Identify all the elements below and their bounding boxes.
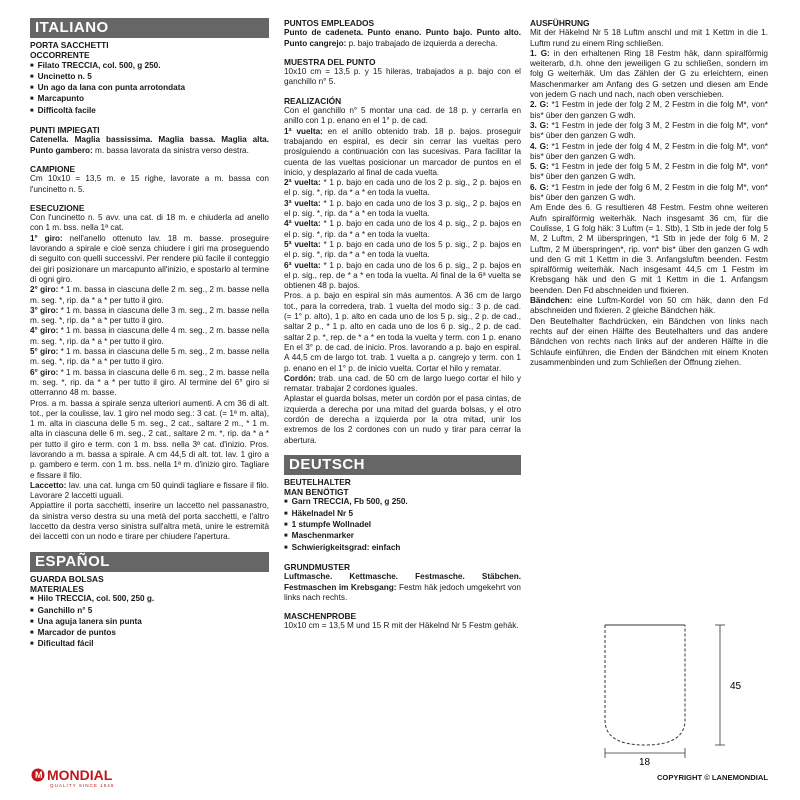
de-needed-list — [284, 497, 521, 553]
it-needed-list — [30, 61, 269, 117]
bag-outline — [605, 625, 685, 745]
svg-text:M: M — [35, 770, 43, 780]
it-spiral: Pros. a m. bassa a spirale senza ulteriori aumenti. A cm 36 di alt. tot., per la coulisse, lav. 1 giro nel modo seg.: 3 cat. (= 1ª m. alta), 1 m. alta in ciascuna delle 5 m. seg., 2 cat., saltare 2 m., * 1 m. alta in ciascuna delle 6 m. seg., 2 cat., saltare 2 m. *, rip. da * a * per tutto il giro e term. con 1 m. bss. nella 3ª cat. d'inizio. Pros. lavorando a m. bassa a spirale. A cm 44,5 di alt. tot. lav. 1 giro a p. gambero e term. con 1 m. bss. nella 1ª m. d'inizio giro. Tagliare e fissare il filo. — [30, 398, 269, 480]
round-label: 6° giro: — [30, 367, 59, 377]
round-text: *1 Festm in jede der folg 3 M, 2 Festm in die folg M*, von* bis* über den ganzen G wdh. — [530, 120, 768, 141]
list-item: ■ Un ago da lana con punta arrotondata — [30, 83, 269, 94]
list-item: ■ Marcador de puntos — [30, 628, 269, 639]
round-text: *1 Festm in jede der folg 5 M, 2 Festm in die folg M*, von* bis* über den ganzen G wdh. — [530, 162, 768, 182]
it-name: PORTA SACCHETTI — [30, 40, 109, 50]
list-item: ■ Filato TRECCIA, col. 500, g 250. — [30, 61, 269, 72]
list-item: ■ Ganchillo n° 5 — [30, 606, 269, 617]
copyright-notice: COPYRIGHT © LANEMONDIAL — [656, 773, 768, 782]
round-label: 1ª vuelta: — [284, 126, 323, 136]
round-label: 5ª vuelta: — [284, 239, 321, 249]
column-2 — [284, 18, 521, 632]
es-name: GUARDA BOLSAS — [30, 573, 104, 584]
it-finish: Appiattire il porta sacchetti, inserire un laccetto nel passanastro, da sinistra verso destra su una metà del porta sacchetti, e l'altro laccetto da destra verso sinistra sull'altra metà, unire le estremità dei laccetti con un nodo e tirare per chiudere l'apertura. — [30, 501, 269, 542]
de-round — [530, 142, 768, 163]
list-item: ■ Difficoltà facile — [30, 106, 269, 117]
round-text: * 1 m. bassa in ciascuna delle 3 m. seg., 2 m. basse nella m. seg. *, rip. da * a * per tutto il giro. — [30, 305, 270, 326]
round-text: *1 Festm in jede der folg 6 M, 2 Festm in die folg M*, von* bis* über den ganzen G wdh. — [530, 182, 768, 203]
round-label: 2. G: — [530, 100, 549, 110]
de-stitches-bold: Luftmasche. Kettmasche. Festmasche. Stäbchen. Festmaschen im Krebsgang: — [284, 572, 521, 592]
list-item: ■ Schwierigkeitsgrad: einfach — [284, 543, 521, 554]
round-label: 6ª vuelta: — [284, 260, 321, 270]
es-cord — [284, 374, 521, 395]
es-stitches-head: PUNTOS EMPLEADOS — [284, 18, 375, 28]
es-round — [284, 261, 521, 292]
es-gauge-head: MUESTRA DEL PUNTO — [284, 56, 376, 67]
round-label: 4. G: — [530, 141, 549, 151]
es-stitches — [284, 28, 521, 49]
de-round — [530, 121, 768, 142]
de-exec-head: AUSFÜHRUNG — [530, 18, 590, 28]
list-item: ■ Häkelnadel Nr 5 — [284, 509, 521, 520]
de-needed-head: MAN BENÖTIGT — [284, 487, 349, 498]
round-label: 6. G: — [530, 182, 549, 192]
de-gauge: 10x10 cm = 13,5 M und 15 R mit der Häkelnd Nr 5 Festm gehäk. — [284, 621, 519, 631]
round-label: 4° giro: — [30, 326, 59, 336]
it-stitches-head: PUNTI IMPIEGATI — [30, 125, 100, 136]
round-label: 3. G: — [530, 120, 549, 130]
es-round — [284, 178, 521, 199]
round-text: * 1 m. bassa in ciascuna delle 5 m. seg., 2 m. basse nella m. seg. *, rip. da * a * per tutto il giro. — [30, 347, 270, 367]
cord-text: trab. una cad. de 50 cm de largo luego cortar el hilo y rematar. trabajar 2 cordones iguales. — [284, 373, 521, 394]
round-label: 2ª vuelta: — [284, 178, 321, 188]
it-exec-intro: Con l'uncinetto n. 5 avv. una cat. di 18 m. e chiuderla ad anello con 1 m. bss. nella 1ª cat. — [30, 213, 269, 233]
de-round — [530, 100, 768, 121]
width-label: 18 — [639, 757, 651, 765]
es-needed-list — [30, 594, 269, 650]
height-label: 45 — [730, 681, 742, 692]
logo-text: MONDIAL — [47, 767, 113, 783]
round-text: * 1 m. bassa in ciascuna delle 6 m. seg., 2 m. basse nella m. seg. *, rip. da * a * per tutto il giro. Al termine del 6° giro si otterranno 48 m. basse. — [30, 367, 270, 398]
cord-label: Bändchen: — [530, 296, 573, 306]
es-stitches-rest: p. bajo trabajado de izquierda a derecha. — [346, 38, 498, 48]
de-spiral: Am Ende des 6. G resultieren 48 Festm. Festm ohne weiteren Aufn spiralförmig weiterhäk. Nach insgesamt 36 cm, für die Coulisse, 1 G folg häk: 3 Luftm (= 1. Stb), 1 Stb in jede der folg 5 M, 2 Luftm, 2 M überspringen, *1 Stb in jede der folg 6 M, 2 Luftm, 2 M überspringen*, rip. von* bis* über den ganzen G wdh und den G mit 1 Kettm in die 3. Anfangsluftm beenden. Festm spiralförmig weiterhäk. Nach insgesamt 44,5 cm 1 Festm im Krebsgang häk und den G mit 1 Kettm in die 1. Anfangsm beenden. Den Fd abschneiden und fixieren. — [530, 203, 768, 295]
es-round — [284, 240, 521, 261]
cord-text: lav. una cat. lunga cm 50 quindi tagliare e fissare il filo. Lavorare 2 laccetti uguali. — [30, 480, 269, 501]
it-round — [30, 347, 269, 368]
list-item: ■ Marcapunto — [30, 94, 269, 105]
it-stitches — [30, 135, 269, 156]
round-label: 3° giro: — [30, 305, 59, 315]
it-stitches-bold: Catenella. Maglia bassissima. Maglia bassa. Maglia alta. Punto gambero: — [30, 135, 269, 155]
round-label: 5° giro: — [30, 347, 59, 357]
es-exec-intro: Con el ganchillo n° 5 montar una cad. de 18 p. y cerrarla en anillo con 1 p. enano en el 1° p. de cad. — [284, 106, 521, 126]
de-exec-intro: Mit der Häkelnd Nr 5 18 Luftm anschl und mit 1 Kettm in die 1. Luftm rund zu einem Ring schließen. — [530, 28, 768, 48]
es-finish: Aplastar el guarda bolsas, meter un cordón por el pasa cintas, de izquierda a derecha por una mitad del guarda bolsas, y el otro cordón de derecha a izquierda por la otra mitad, unir los extremos de los 2 cordones con un nudo y tirar para cerrar la abertura. — [284, 394, 521, 445]
it-gauge: Cm 10x10 = 13,5 m. e 15 righe, lavorate a m. bassa con l'uncinetto n. 5. — [30, 174, 269, 194]
bag-schematic-diagram — [575, 595, 755, 765]
round-text: * 1 p. bajo en cada uno de los 5 p. sig., 2 p. bajos en el p. sig. *, rip. da * a * en toda la vuelta. — [284, 239, 522, 260]
list-item: ■ 1 stumpfe Wollnadel — [284, 520, 521, 531]
deutsch-heading: DEUTSCH — [284, 455, 521, 475]
round-text: en el anillo obtenido trab. 18 p. bajos. proseguir trabajando en espiral, es decir sin cerrar las vueltas pero prosiguiendo a continuación con las sucesivas. Para facilitar la cuenta de las vueltas posicionar un marcador de puntos en el inicio, y desplazarlo al final de cada vuelta. — [284, 126, 521, 177]
es-spiral: Pros. a p. bajo en espiral sin más aumentos. A 36 cm de largo tot., para la corredera, trab. 1 vuelta del modo sig.: 3 p. de cad. (= 1° p. alto), 1 p. alto en cada uno de los 5 p. sig., 2 p. de cad., saltar 2 p., * 1 p. alto en cada uno de los 6 p. sig., 2 p. de cad. saltar 2 p. *, rep. de * a * en toda la vuelta y term. con 1 p. enano En el 3° p. de cad. de inicio. Pros. lavorando a p. bajo en espiral. A 44,5 cm de largo tot. trab. 1 vuelta a p. cangrejo y term. con 1 p. enano en el 1° p. de inicio vuelta. Cortar el hilo y rematar. — [284, 291, 521, 373]
round-text: * 1 p. bajo en cada uno de los 2 p. sig., 2 p. bajos en el p. sig. *, rip. da * a * en toda la vuelta. — [284, 178, 522, 198]
mondial-logo — [30, 766, 165, 788]
espanol-heading: ESPAÑOL — [30, 552, 269, 572]
it-round — [30, 326, 269, 347]
cord-text: eine Luftm-Kordel von 50 cm häk, dann den Fd abschneiden und fixieren. 2 gleiche Bändchen häk. — [530, 296, 768, 316]
round-label: 5. G: — [530, 162, 549, 172]
de-finish: Den Beutelhalter flachdrücken, ein Bändchen von links nach rechts auf der einen Hälfte des Beutelhalters und das andere Bändchen von rechts nach links auf der anderen Hälfte in die Schlaufe einführen, die Enden der Bändchen mit einem Knoten zusammenbinden und zum Schließen der Öffnung ziehen. — [530, 316, 768, 367]
round-label: 1. G: — [530, 48, 550, 58]
de-stitches-rest: Festm häk jedoch umgekehrt von links nach rechts. — [284, 582, 521, 602]
de-round — [530, 162, 768, 183]
column-3 — [530, 18, 768, 368]
italiano-heading: ITALIANO — [30, 18, 269, 38]
list-item: ■ Uncinetto n. 5 — [30, 72, 269, 83]
it-stitches-rest: m. bassa lavorata da sinistra verso destra. — [92, 145, 249, 155]
es-exec-head: REALIZACIÓN — [284, 95, 342, 106]
de-stitches-head: GRUNDMUSTER — [284, 561, 351, 572]
es-gauge: 10x10 cm = 13,5 p. y 15 hileras, trabajados a p. bajo con el ganchillo n° 5. — [284, 67, 521, 87]
de-round — [530, 183, 768, 204]
round-text: nell'anello ottenuto lav. 18 m. basse. proseguire lavorando a spirale e cioè senza chiudere i giri ma proseguendo di seguito con quelli successivi. Per rendere più facile il conteggio dei giri posizionare un marcapunto all'inizio, e spostarlo al termine di ogni giro. — [30, 233, 269, 284]
round-text: *1 Festm in jede der folg 4 M, 2 Festm in die folg M*, von* bis* über den ganzen G wdh. — [530, 141, 768, 161]
it-needed-head: OCCORRENTE — [30, 50, 90, 61]
it-round — [30, 306, 269, 327]
es-round — [284, 127, 521, 178]
round-text: * 1 m. bassa in ciascuna delle 4 m. seg., 2 m. basse nella m. seg. *, rip. da * a * per tutto il giro. — [30, 326, 270, 346]
es-needed-head: MATERIALES — [30, 583, 84, 594]
list-item: ■ Dificultad fácil — [30, 639, 269, 650]
round-text: *1 Festm in jede der folg 2 M, 2 Festm in die folg M*, von* bis* über den ganzen G wdh. — [530, 100, 768, 120]
it-round — [30, 285, 269, 306]
de-stitches — [284, 572, 521, 603]
round-text: * 1 m. bassa in ciascuna delle 2 m. seg., 2 m. basse nella m. seg. *, rip. da * a * per tutto il giro. — [30, 285, 270, 305]
it-cord — [30, 481, 269, 502]
it-exec-head: ESECUZIONE — [30, 202, 85, 213]
it-round — [30, 368, 269, 399]
it-gauge-head: CAMPIONE — [30, 163, 76, 174]
cord-label: Cordón: — [284, 373, 316, 383]
de-gauge-head: MASCHENPROBE — [284, 611, 357, 622]
logo-tagline: QUALITY SINCE 1946 — [50, 783, 115, 788]
round-label: 3ª vuelta: — [284, 198, 321, 208]
cord-label: Laccetto: — [30, 480, 67, 490]
round-text: * 1 p. bajo en cada uno de los 3 p. sig., 2 p. bajos en el p. sig. *, rip. da * a * en toda la vuelta. — [284, 198, 522, 219]
it-round — [30, 234, 269, 285]
es-round — [284, 199, 521, 220]
de-cord — [530, 296, 768, 317]
round-label: 4ª vuelta: — [284, 219, 321, 229]
de-name: BEUTELHALTER — [284, 476, 351, 487]
list-item: ■ Hilo TRECCIA, col. 500, 250 g. — [30, 594, 269, 605]
round-label: 2° giro: — [30, 285, 59, 295]
round-text: in den erhaltenen Ring 18 Festm häk, dann spiralförmig weiterarb, d.h. ohne den jeweiligen G zu schließen, sondern im folg G weiterhäk. Um das Zählen der G zu erleichtern, einen Maschenmarker am Anfang des G setzen und diesen am Ende von jedem G nach und nach, nach oben verschieben. — [530, 48, 768, 100]
es-stitches-bold: Punto de cadeneta. Punto enano. Punto bajo. Punto alto. Punto cangrejo: — [284, 28, 521, 48]
de-round — [530, 49, 768, 100]
round-label: 1° giro: — [30, 233, 63, 243]
column-1 — [30, 18, 269, 651]
es-round — [284, 219, 521, 240]
round-text: * 1 p. bajo en cada uno de los 4 p. sig., 2 p. bajos en el p. sig. *, rip. da * a * en toda la vuelta. — [284, 219, 522, 239]
list-item: ■ Garn TRECCIA, Fb 500, g 250. — [284, 497, 521, 508]
list-item: ■ Maschenmarker — [284, 531, 521, 542]
list-item: ■ Una aguja lanera sin punta — [30, 617, 269, 628]
round-text: * 1 p. bajo en cada uno de los 6 p. sig., 2 p. bajos en el p. sig., rep. de * a * en toda la vuelta. Al final de la 6ª vuelta se obtienen 48 p. bajos. — [284, 260, 522, 291]
